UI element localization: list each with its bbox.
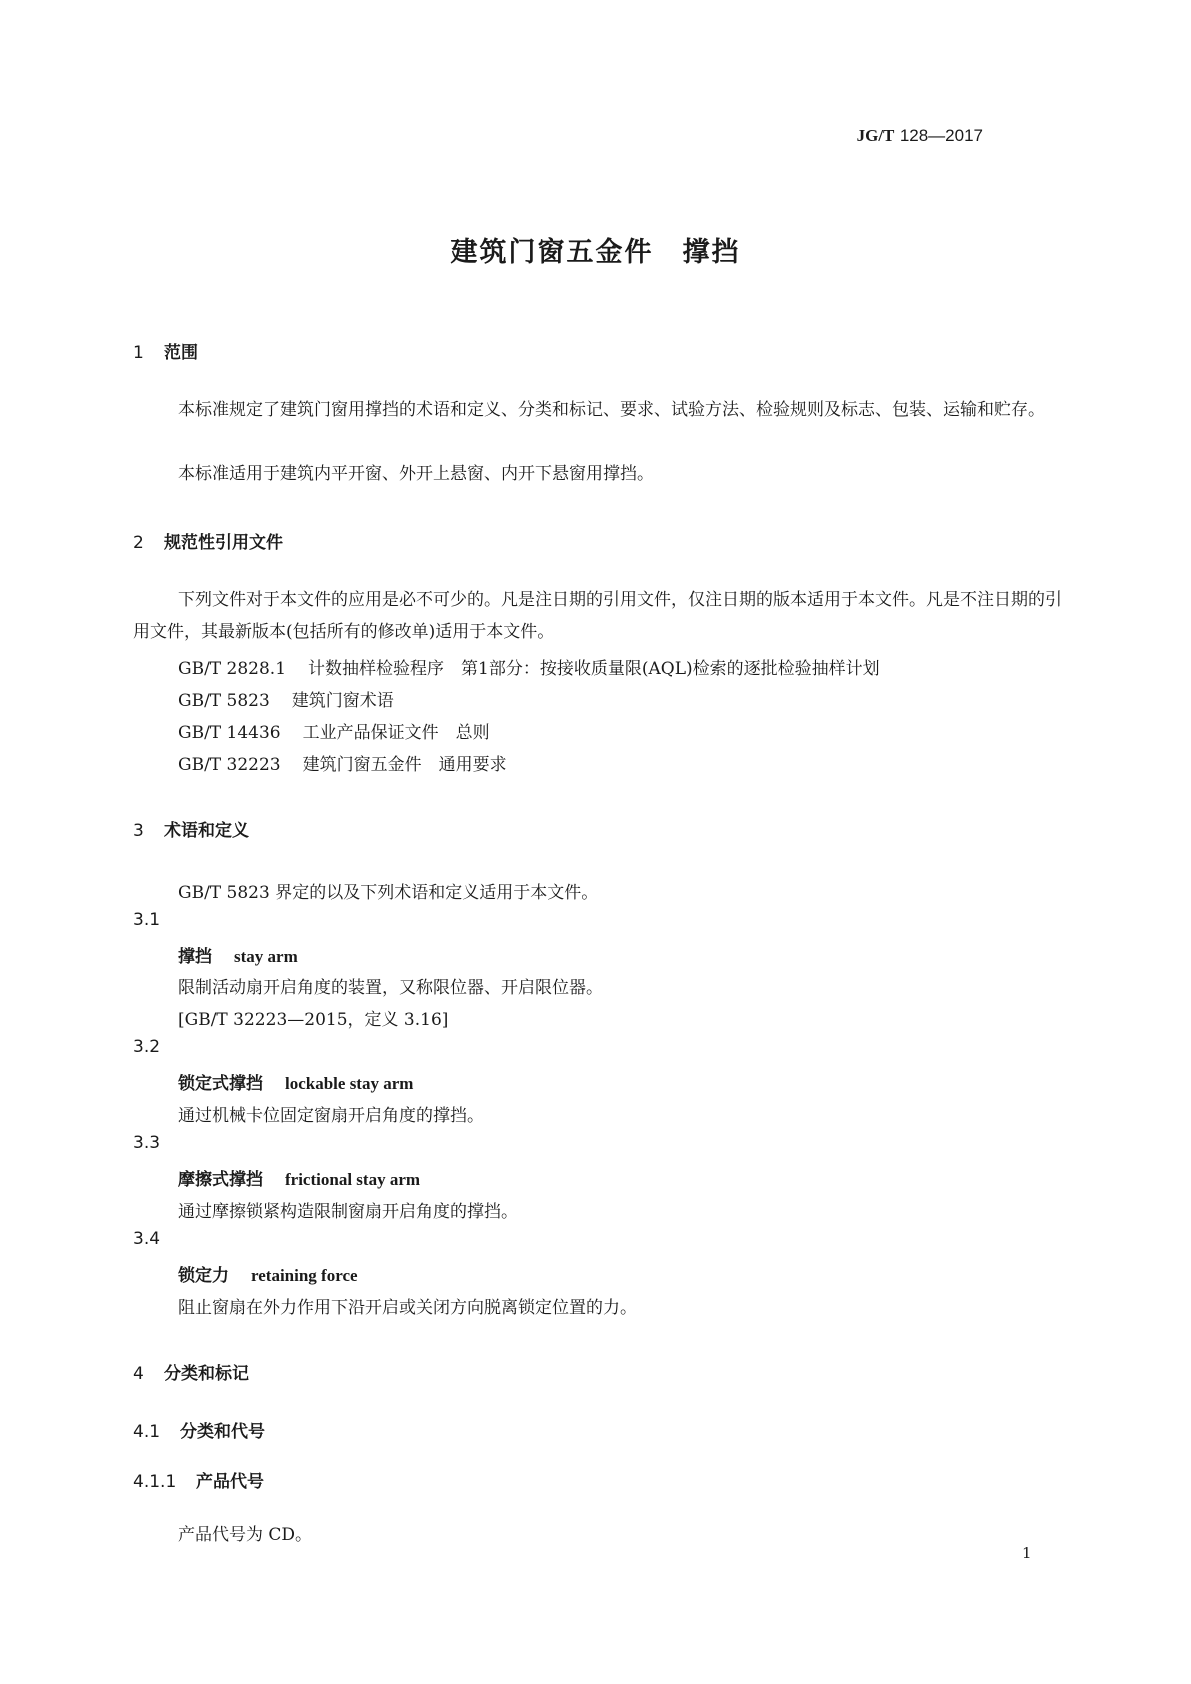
standard-prefix: JG/T — [856, 126, 895, 145]
section-title: 分类和标记 — [164, 1364, 249, 1384]
reference-item — [178, 718, 490, 743]
section-1-heading — [133, 338, 198, 363]
page-number: 1 — [1022, 1544, 1032, 1562]
section-4-heading — [133, 1359, 249, 1384]
reference-code: GB/T 2828.1 — [178, 659, 287, 679]
normative-refs-intro: 下列文件对于本文件的应用是必不可少的。凡是注日期的引用文件，仅注日期的版本适用于本文件。凡是不注日期的引用文件，其最新版本(包括所有的修改单)适用于本文件。 — [133, 590, 1062, 642]
reference-title: 工业产品保证文件 总则 — [302, 723, 490, 743]
clause-number: 3.3 — [133, 1133, 161, 1153]
terms-intro: GB/T 5823 界定的以及下列术语和定义适用于本文件。 — [178, 883, 599, 903]
section-number: 4.1 — [133, 1422, 161, 1442]
section-3-heading — [133, 816, 249, 841]
term-heading — [178, 942, 298, 967]
section-number: 4.1.1 — [133, 1472, 177, 1492]
term-en: frictional stay arm — [285, 1170, 421, 1189]
term-definition: 通过摩擦锁紧构造限制窗扇开启角度的撑挡。 — [178, 1202, 518, 1222]
scope-paragraph-2: 本标准适用于建筑内平开窗、外开上悬窗、内开下悬窗用撑挡。 — [178, 464, 654, 484]
section-2-heading — [133, 528, 283, 553]
section-number: 1 — [133, 343, 144, 363]
reference-title: 建筑门窗术语 — [291, 691, 394, 711]
standard-number: 128—2017 — [899, 126, 983, 145]
section-number: 3 — [133, 821, 144, 841]
clause-number: 3.4 — [133, 1229, 161, 1249]
subsection-4-1-1-heading — [133, 1467, 264, 1492]
reference-title: 建筑门窗五金件 通用要求 — [302, 755, 507, 775]
term-heading — [178, 1069, 413, 1094]
section-title: 分类和代号 — [180, 1422, 265, 1442]
term-definition: 限制活动扇开启角度的装置，又称限位器、开启限位器。 — [178, 978, 603, 998]
reference-code: GB/T 5823 — [178, 691, 270, 711]
term-heading — [178, 1165, 420, 1190]
product-code-text: 产品代号为 CD。 — [178, 1525, 313, 1545]
term-en: lockable stay arm — [285, 1074, 414, 1093]
reference-item — [178, 686, 394, 711]
clause-number: 3.2 — [133, 1037, 161, 1057]
reference-code: GB/T 32223 — [178, 755, 281, 775]
section-number: 2 — [133, 533, 144, 553]
reference-item — [178, 654, 880, 679]
term-definition: 阻止窗扇在外力作用下沿开启或关闭方向脱离锁定位置的力。 — [178, 1298, 637, 1318]
section-title: 产品代号 — [196, 1472, 264, 1492]
term-en: retaining force — [251, 1266, 358, 1285]
reference-code: GB/T 14436 — [178, 723, 281, 743]
term-source: [GB/T 32223—2015，定义 3.16] — [178, 1010, 449, 1030]
section-title: 术语和定义 — [164, 821, 249, 841]
section-number: 4 — [133, 1364, 144, 1384]
term-en: stay arm — [234, 947, 298, 966]
term-cn: 撑挡 — [178, 947, 212, 967]
section-title: 范围 — [164, 343, 198, 363]
document-title: 建筑门窗五金件 撑挡 — [450, 237, 741, 268]
term-heading — [178, 1261, 358, 1286]
term-cn: 锁定力 — [178, 1266, 229, 1286]
reference-title: 计数抽样检验程序 第1部分：按接收质量限(AQL)检索的逐批检验抽样计划 — [308, 659, 880, 679]
term-definition: 通过机械卡位固定窗扇开启角度的撑挡。 — [178, 1106, 484, 1126]
reference-item — [178, 750, 507, 775]
clause-number: 3.1 — [133, 910, 161, 930]
term-cn: 摩擦式撑挡 — [178, 1170, 263, 1190]
term-cn: 锁定式撑挡 — [178, 1074, 263, 1094]
standard-code — [857, 126, 983, 146]
subsection-4-1-heading — [133, 1417, 265, 1442]
section-title: 规范性引用文件 — [164, 533, 283, 553]
scope-paragraph-1: 本标准规定了建筑门窗用撑挡的术语和定义、分类和标记、要求、试验方法、检验规则及标志、包装、运输和贮存。 — [178, 400, 1045, 420]
